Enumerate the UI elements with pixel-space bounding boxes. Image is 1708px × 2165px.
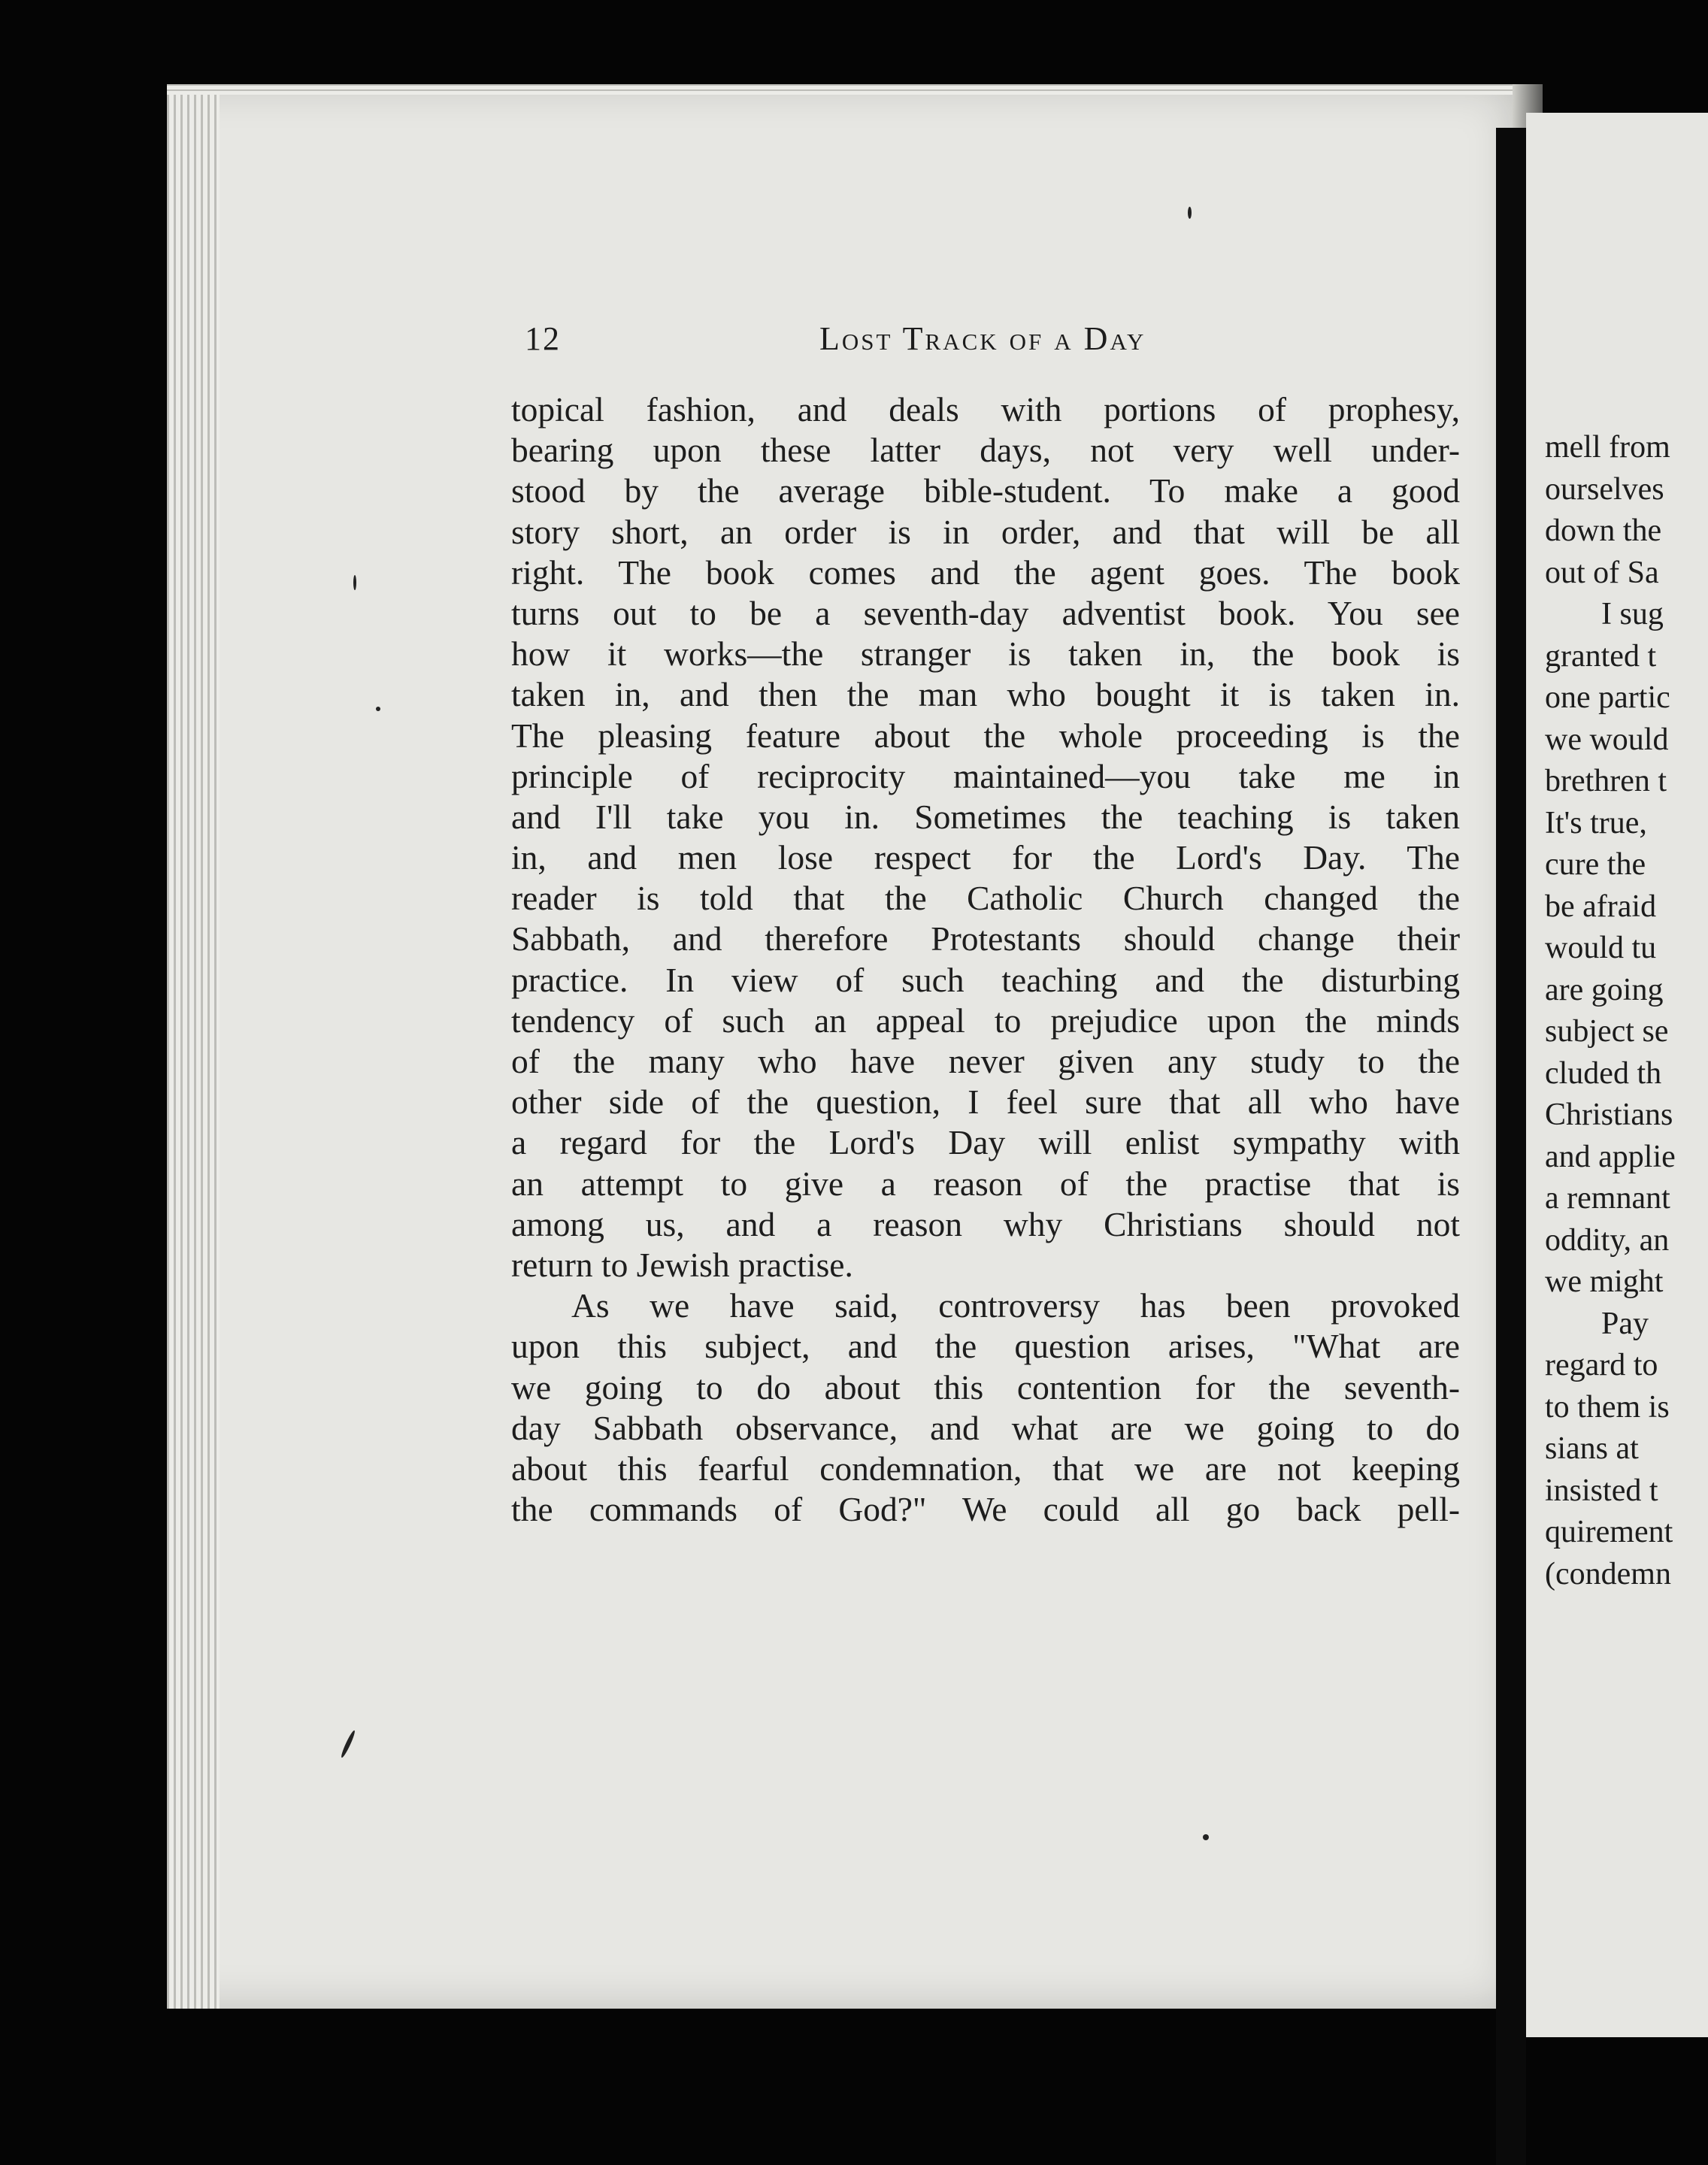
right-page-text xyxy=(1545,427,1708,1595)
text-line: turns out to be a seventh-day adventist book. You see xyxy=(511,593,1460,632)
text-line: stood by the average bible-student. To make a good xyxy=(511,471,1460,510)
page-edges-top xyxy=(167,84,1513,95)
text-line: we would xyxy=(1545,722,1669,757)
text-line: (condemn xyxy=(1545,1556,1671,1591)
text-line: about this fearful condemnation, that we are not keeping xyxy=(511,1449,1460,1488)
text-line: are going xyxy=(1545,972,1664,1007)
text-line: among us, and a reason why Christians should not xyxy=(511,1204,1460,1243)
text-line: insisted t xyxy=(1545,1473,1658,1508)
text-line: a remnant xyxy=(1545,1181,1670,1216)
text-line: we might xyxy=(1545,1264,1664,1299)
text-line: cluded th xyxy=(1545,1055,1662,1091)
text-line: an attempt to give a reason of the practise that is xyxy=(511,1164,1460,1203)
text-line: topical fashion, and deals with portions of prophesy, xyxy=(511,390,1460,428)
text-line: out of Sa xyxy=(1545,555,1659,590)
text-line: bearing upon these latter days, not very well under- xyxy=(511,431,1460,470)
text-line: story short, an order is in order, and that will be all xyxy=(511,512,1460,551)
text-line: subject se xyxy=(1545,1014,1669,1049)
text-line: to them is xyxy=(1545,1389,1670,1425)
text-line: oddity, an xyxy=(1545,1222,1670,1258)
text-line: cure the xyxy=(1545,847,1646,882)
scan-speck xyxy=(1203,1834,1209,1840)
text-line: sians at xyxy=(1545,1431,1639,1466)
text-line: reader is told that the Catholic Church changed the xyxy=(511,879,1460,918)
text-line: quirement xyxy=(1545,1515,1673,1549)
text-line: and applie xyxy=(1545,1139,1676,1174)
text-line: day Sabbath observance, and what are we going to do xyxy=(511,1408,1460,1447)
text-line: taken in, and then the man who bought it is taken in. xyxy=(511,675,1460,714)
text-line: upon this subject, and the question arises, "What are xyxy=(511,1327,1460,1366)
text-line: I sug xyxy=(1601,597,1664,631)
text-line: mell from xyxy=(1545,430,1670,465)
text-line: granted t xyxy=(1545,638,1657,674)
text-line: of the many who have never given any study to the xyxy=(511,1042,1460,1080)
scan-speck xyxy=(353,575,356,590)
page-edges xyxy=(167,84,220,2009)
text-line: principle of reciprocity maintained—you take me in xyxy=(511,756,1460,795)
text-line: one partic xyxy=(1545,680,1670,715)
text-line: down the xyxy=(1545,513,1662,548)
text-line: As we have said, controversy has been provoked xyxy=(571,1286,1460,1325)
scan-speck xyxy=(1188,207,1192,219)
text-line: Pay xyxy=(1601,1306,1649,1341)
text-line: The pleasing feature about the whole proceeding is the xyxy=(511,716,1460,755)
text-line: in, and men lose respect for the Lord's Day. The xyxy=(511,838,1460,877)
text-line: ourselves xyxy=(1545,471,1664,507)
text-line: return to Jewish practise. xyxy=(511,1245,853,1284)
text-line: regard to xyxy=(1545,1348,1658,1382)
text-line: right. The book comes and the agent goes. The book xyxy=(511,553,1460,592)
text-line: tendency of such an appeal to prejudice upon the minds xyxy=(511,1001,1460,1040)
text-line: brethren t xyxy=(1545,764,1667,798)
text-line: practice. In view of such teaching and the disturbing xyxy=(511,960,1460,999)
text-line: how it works—the stranger is taken in, the book is xyxy=(511,634,1460,674)
text-line: Christians xyxy=(1545,1098,1673,1132)
text-line: other side of the question, I feel sure that all who have xyxy=(511,1082,1460,1122)
text-line: and I'll take you in. Sometimes the teaching is taken xyxy=(511,797,1460,836)
body-text xyxy=(511,389,1460,1530)
running-title: Lost Track of a Day xyxy=(819,320,1146,357)
page-header xyxy=(525,304,1457,365)
text-line: would tu xyxy=(1545,931,1657,965)
text-line: a regard for the Lord's Day will enlist sympathy with xyxy=(511,1123,1460,1162)
text-line: It's true, xyxy=(1545,805,1647,840)
book-spine xyxy=(1496,128,1526,2165)
text-line: we going to do about this contention for the seventh- xyxy=(511,1367,1460,1406)
text-line: Sabbath, and therefore Protestants should change their xyxy=(511,919,1460,958)
text-line: be afraid xyxy=(1545,889,1657,924)
page-number: 12 xyxy=(525,320,561,357)
text-line: the commands of God?" We could all go back pell- xyxy=(511,1490,1460,1529)
scan-speck xyxy=(376,707,380,711)
